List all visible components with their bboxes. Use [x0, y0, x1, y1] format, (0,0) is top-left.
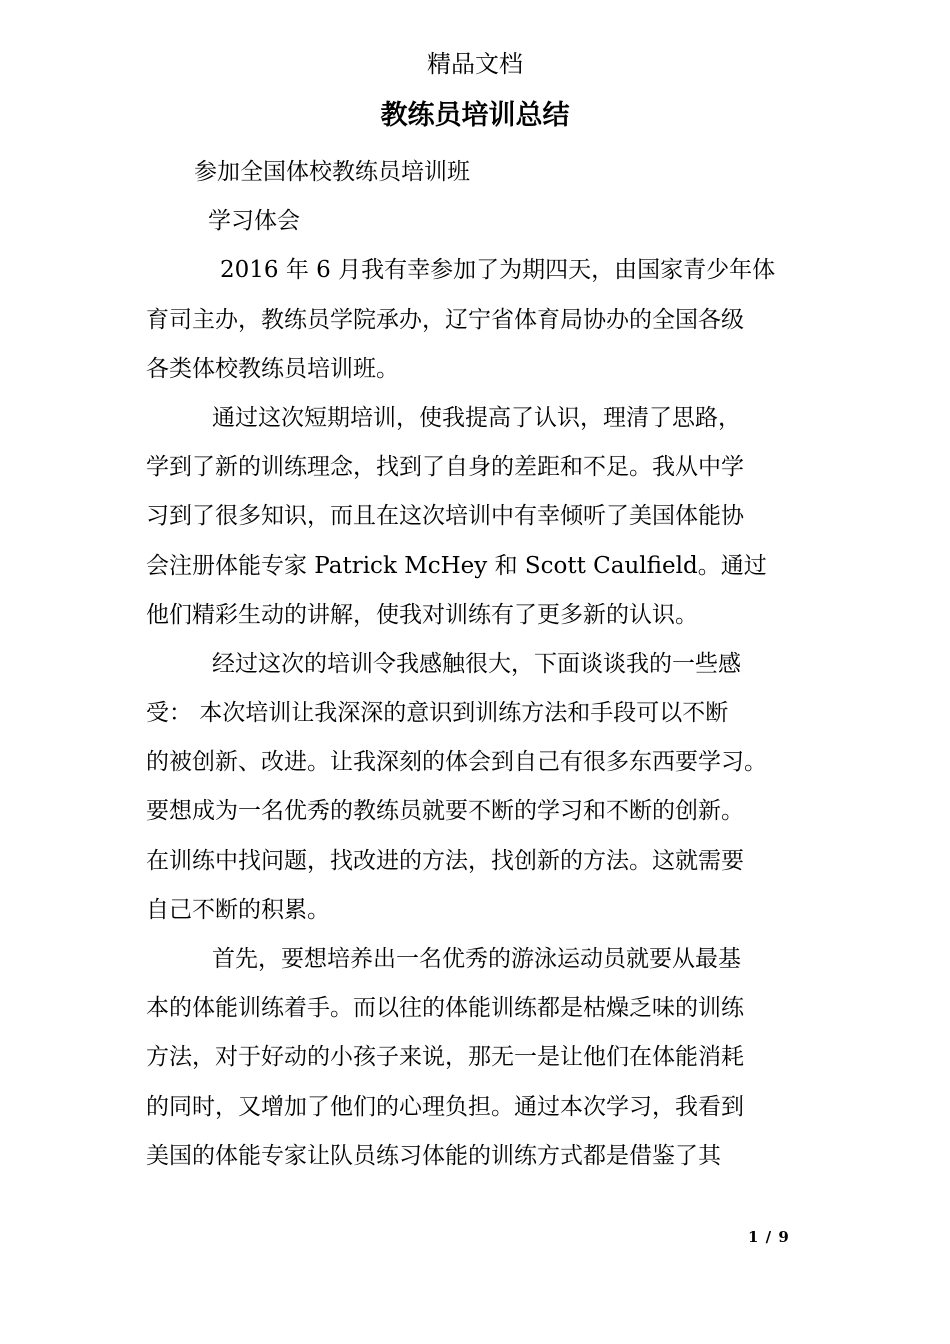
paragraph-line: 首先，要想培养出一名优秀的游泳运动员就要从最基: [212, 946, 741, 972]
paragraph-line: 受： 本次培训让我深深的意识到训练方法和手段可以不断: [146, 700, 729, 727]
document-body: [146, 148, 810, 1181]
paragraph-line: 要想成为一名优秀的教练员就要不断的学习和不断的创新。: [146, 798, 744, 825]
page-number: 1 / 9: [748, 1228, 790, 1246]
paragraph-line: 美国的体能专家让队员练习体能的训练方式都是借鉴了其: [146, 1142, 721, 1169]
paragraph-line: 会注册体能专家 Patrick McHey 和 Scott Caulfield。通过: [146, 552, 767, 579]
paragraph-line: 方法，对于好动的小孩子来说，那无一是让他们在体能消耗: [146, 1044, 744, 1071]
paragraph-line: 通过这次短期培训，使我提高了认识，理清了思路，: [212, 404, 741, 431]
paragraph-1: [146, 246, 810, 394]
paragraph-line: 的同时，又增加了他们的心理负担。通过本次学习，我看到: [146, 1093, 744, 1120]
paragraph-line: 育司主办，教练员学院承办，辽宁省体育局协办的全国各级: [146, 306, 744, 333]
paragraph-4: [146, 935, 810, 1181]
paragraph-line: 本的体能训练着手。而以往的体能训练都是枯燥乏味的训练: [146, 995, 744, 1022]
paragraph-line: 的被创新、改进。让我深刻的体会到自己有很多东西要学习。: [146, 749, 767, 776]
paragraph-line: 自己不断的积累。: [146, 896, 330, 923]
paragraph-line: 习到了很多知识，而且在这次培训中有幸倾听了美国体能协: [146, 503, 744, 530]
subtitle-line-2: 学习体会: [208, 208, 300, 235]
paragraph-2: [146, 394, 810, 640]
subtitle-line-1: 参加全国体校教练员培训班: [194, 159, 470, 185]
paragraph-line: 经过这次的培训令我感触很大，下面谈谈我的一些感: [212, 650, 741, 677]
paragraph-line: 学到了新的训练理念，找到了自身的差距和不足。我从中学: [146, 454, 744, 481]
paragraph-3: [146, 640, 810, 935]
page-header: 精品文档: [427, 50, 523, 78]
paragraph-line: 他们精彩生动的讲解，使我对训练有了更多新的认识。: [146, 601, 698, 628]
paragraph-line: 2016 年 6 月我有幸参加了为期四天，由国家青少年体: [220, 257, 776, 284]
document-title: 教练员培训总结: [380, 100, 570, 131]
paragraph-line: 在训练中找问题，找改进的方法，找创新的方法。这就需要: [146, 847, 744, 874]
paragraph-line: 各类体校教练员培训班。: [146, 355, 399, 382]
